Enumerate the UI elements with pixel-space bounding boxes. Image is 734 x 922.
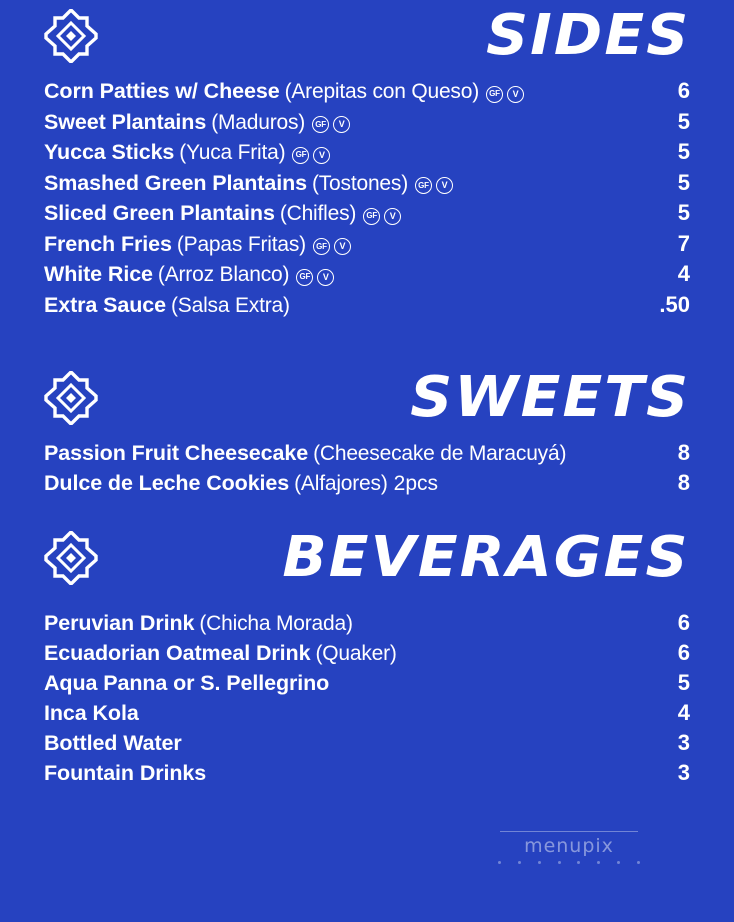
item-name: Extra Sauce	[44, 292, 167, 317]
item-name: Inca Kola	[44, 700, 139, 725]
item-tags	[312, 116, 350, 133]
watermark-text: menupix	[524, 835, 614, 857]
menu-item	[44, 231, 690, 258]
tag-gluten-free-icon: GF	[313, 238, 330, 255]
diamond-cross-ornament-icon	[44, 9, 98, 63]
section-title-sweets: SWEETS	[410, 364, 690, 430]
tag-gluten-free-icon: GF	[415, 177, 432, 194]
item-name: Bottled Water	[44, 730, 182, 755]
section-header-sweets	[44, 362, 690, 434]
item-price: 3	[677, 759, 690, 785]
item-price: 5	[677, 139, 690, 164]
menu-item	[44, 470, 690, 496]
item-alt-name: (Arroz Blanco)	[157, 263, 290, 286]
menu-item	[44, 139, 690, 166]
item-alt-name: (Salsa Extra)	[171, 293, 290, 317]
menu-item	[44, 610, 690, 636]
tag-vegetarian-icon: V	[333, 116, 350, 133]
item-price: 5	[677, 169, 690, 195]
item-tags	[415, 177, 453, 194]
tag-gluten-free-icon: GF	[363, 208, 380, 225]
item-price: .50	[659, 291, 690, 317]
item-price: 8	[677, 469, 690, 495]
menu-list-sweets	[44, 440, 690, 496]
item-alt-name: (Maduros)	[211, 110, 306, 134]
item-alt-name: (Tostones)	[311, 171, 409, 195]
item-tags	[313, 238, 351, 255]
item-quantity: 2pcs	[393, 471, 438, 495]
item-alt-name: (Papas Fritas)	[176, 232, 306, 256]
menu-list-sides	[44, 78, 690, 318]
item-name: Dulce de Leche Cookies	[44, 470, 290, 495]
menu-item	[44, 78, 690, 105]
item-alt-name: (Quaker)	[315, 641, 397, 665]
tag-vegetarian-icon: V	[313, 147, 330, 164]
item-alt-name: (Chicha Morada)	[199, 611, 353, 635]
item-name: Sliced Green Plantains	[44, 201, 275, 225]
item-name: Fountain Drinks	[44, 760, 207, 785]
item-name: French Fries	[44, 231, 172, 256]
tag-gluten-free-icon: GF	[296, 269, 313, 286]
item-name: Sweet Plantains	[44, 109, 207, 134]
menu-item	[44, 670, 690, 696]
tag-vegetarian-icon: V	[334, 238, 351, 255]
item-price: 3	[677, 729, 690, 755]
item-price: 5	[677, 669, 690, 695]
item-name: Yucca Sticks	[44, 140, 175, 164]
menu-item	[44, 730, 690, 756]
item-tags	[296, 269, 334, 286]
menu-item	[44, 170, 690, 197]
menu-item	[44, 292, 690, 318]
tag-gluten-free-icon: GF	[312, 116, 329, 133]
menu-item	[44, 700, 690, 726]
item-price: 6	[677, 609, 690, 635]
item-price: 6	[677, 639, 690, 665]
item-alt-name: (Arepitas con Queso)	[284, 80, 480, 103]
watermark-top-rule	[500, 831, 638, 832]
menu-item	[44, 440, 690, 466]
menu-item	[44, 261, 690, 288]
item-price: 5	[677, 108, 690, 134]
section-title-beverages: BEVERAGES	[282, 524, 690, 590]
item-name: Smashed Green Plantains	[44, 170, 307, 195]
tag-vegetarian-icon: V	[317, 269, 334, 286]
item-price: 6	[677, 78, 690, 103]
tag-gluten-free-icon: GF	[292, 147, 309, 164]
item-name: Ecuadorian Oatmeal Drink	[44, 640, 311, 665]
diamond-cross-ornament-icon	[44, 371, 98, 425]
item-price: 5	[677, 200, 690, 225]
item-tags	[292, 147, 330, 164]
section-header-sides	[44, 0, 690, 72]
watermark	[494, 831, 644, 864]
item-alt-name: (Yuca Frita)	[179, 141, 286, 164]
item-name: White Rice	[44, 262, 153, 286]
tag-gluten-free-icon: GF	[486, 86, 503, 103]
menu-item	[44, 200, 690, 227]
item-price: 4	[677, 699, 690, 725]
item-price: 8	[677, 439, 690, 465]
tag-vegetarian-icon: V	[507, 86, 524, 103]
menu-item	[44, 760, 690, 786]
item-tags	[486, 86, 524, 103]
item-name: Passion Fruit Cheesecake	[44, 440, 309, 465]
diamond-cross-ornament-icon	[44, 531, 98, 585]
tag-vegetarian-icon: V	[436, 177, 453, 194]
watermark-dots	[494, 861, 644, 864]
item-name: Aqua Panna or S. Pellegrino	[44, 670, 330, 695]
section-title-sides: SIDES	[485, 3, 690, 68]
tag-vegetarian-icon: V	[384, 208, 401, 225]
item-price: 7	[677, 230, 690, 256]
menu-item	[44, 640, 690, 666]
item-alt-name: (Cheesecake de Maracuyá)	[313, 441, 567, 465]
item-tags	[363, 208, 401, 225]
item-price: 4	[677, 261, 690, 286]
menu-list-beverages	[44, 610, 690, 786]
item-alt-name: (Alfajores)	[294, 471, 388, 495]
item-name: Peruvian Drink	[44, 610, 195, 635]
menu-item	[44, 109, 690, 136]
item-alt-name: (Chifles)	[279, 202, 357, 225]
section-header-beverages	[44, 522, 690, 594]
item-name: Corn Patties w/ Cheese	[44, 79, 280, 103]
